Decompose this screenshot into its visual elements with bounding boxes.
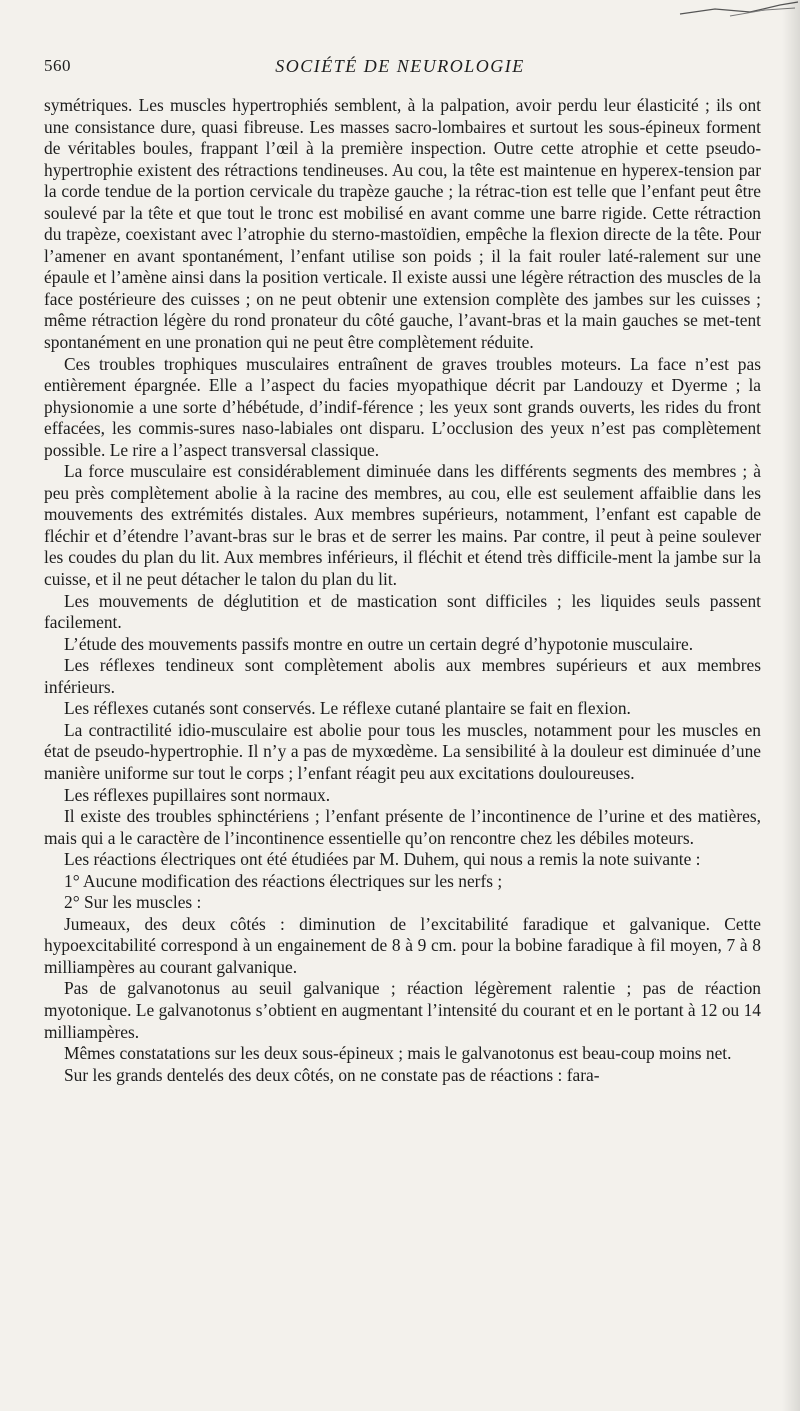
paragraph: Les réactions électriques ont été étudiées par M. Duhem, qui nous a remis la note suivante :	[64, 849, 701, 870]
paragraph: Sur les grands dentelés des deux côtés, on ne constate pas de réactions : fara-	[64, 1064, 600, 1085]
paragraph: Pas de galvanotonus au seuil galvanique ; réaction légèrement ralentie ; pas de réaction myotonique. Le galvanotonus s’obtient en augmentant l’intensité du courant et en le portant à 12 ou 14 milliampères.	[44, 978, 761, 1042]
page-edge-shadow	[782, 0, 800, 1411]
list-item: 2° Sur les muscles :	[64, 892, 202, 913]
running-title: SOCIÉTÉ DE NEUROLOGIE	[275, 56, 525, 76]
paragraph: Ces troubles trophiques musculaires entraînent de graves troubles moteurs. La face n’est pas entièrement épargnée. Elle a l’aspect du facies myopathique décrit par Landouzy et Dyerme ; la physionomie a une sorte d’hébétude, d’indif-férence ; les yeux sont grands ouverts, les rides du front effacées, les commis-sures naso-labiales ont disparu. L’occlusion des yeux n’est pas complètement possible. Le rire a l’aspect transversal classique.	[44, 353, 761, 460]
paragraph: Jumeaux, des deux côtés : diminution de l’excitabilité faradique et galvanique. Cette hypoexcitabilité correspond à un engainement de 8 à 9 cm. pour la bobine faradique à fil moyen, 7 à 8 milliampères au courant galvanique.	[44, 913, 761, 977]
body-text	[44, 95, 761, 1086]
paragraph: Les réflexes pupillaires sont normaux.	[64, 784, 331, 805]
paragraph: La contractilité idio-musculaire est abolie pour tous les muscles, notamment pour les muscles en état de pseudo-hypertrophie. Il n’y a pas de myxœdème. La sensibilité à la douleur est diminuée d’une manière uniforme sur tout le corps ; l’enfant réagit peu aux excitations douloureuses.	[44, 719, 761, 783]
paragraph: Les mouvements de déglutition et de mastication sont difficiles ; les liquides seuls passent facilement.	[44, 590, 761, 633]
paragraph: Il existe des troubles sphinctériens ; l’enfant présente de l’incontinence de l’urine et des matières, mais qui a le caractère de l’incontinence essentielle qu’on rencontre chez les débiles moteurs.	[44, 806, 761, 848]
list-item: 1° Aucune modification des réactions électriques sur les nerfs ;	[64, 870, 503, 891]
page-header	[44, 56, 756, 84]
paragraph: La force musculaire est considérablement diminuée dans les différents segments des membres ; à peu près complètement abolie à la racine des membres, au cou, elle est seulement affaiblie dans les mouvements des extrémités distales. Aux membres supérieurs, notamment, l’enfant est capable de fléchir et d’étendre l’avant-bras sur le bras et de serrer les mains. Par contre, il peut à peine soulever les coudes du plan du lit. Aux membres inférieurs, il fléchit et étend très difficile-ment la jambe sur la cuisse, et il ne peut détacher le talon du plan du lit.	[44, 461, 761, 590]
paragraph: Les réflexes cutanés sont conservés. Le réflexe cutané plantaire se fait en flexion.	[64, 698, 631, 719]
paragraph: L’étude des mouvements passifs montre en outre un certain degré d’hypotonie musculaire.	[64, 633, 694, 654]
paragraph: Les réflexes tendineux sont complètement abolis aux membres supérieurs et aux membres inférieurs.	[44, 655, 761, 697]
paragraph: symétriques. Les muscles hypertrophiés semblent, à la palpation, avoir perdu leur élasticité ; ils ont une consistance dure, quasi fibreuse. Les masses sacro-lombaires et surtout les sous-épineux forment de véritables boules, frappant l’œil à la première inspection. Outre cette atrophie et cette pseudo-hypertrophie existent des rétractions tendineuses. Au cou, la tête est maintenue en hyperex-tension par la corde tendue de la portion cervicale du trapèze gauche ; la rétrac-tion est telle que l’enfant peut être soulevé par la tête et que tout le tronc est mobilisé en avant comme une barre rigide. Cette rétraction du trapèze, coexistant avec l’atrophie du sterno-mastoïdien, empêche la flexion directe de la tête. Pour l’amener en avant spontanément, l’enfant utilise son poids ; il la fait rouler laté-ralement sur une épaule et l’amène ainsi dans la position verticale. Il existe aussi une légère rétraction des muscles de la face postérieure des cuisses ; on ne peut obtenir une extension complète des jambes sur les cuisses ; même rétraction légère du rond pronateur du côté gauche, l’avant-bras et la main gauches se met-tent spontanément en une pronation qui ne peut être complètement réduite.	[44, 95, 761, 353]
paragraph: Mêmes constatations sur les deux sous-épineux ; mais le galvanotonus est beau-coup moins net.	[64, 1043, 732, 1064]
page-edge-marks	[660, 0, 800, 22]
page-number: 560	[44, 56, 71, 75]
